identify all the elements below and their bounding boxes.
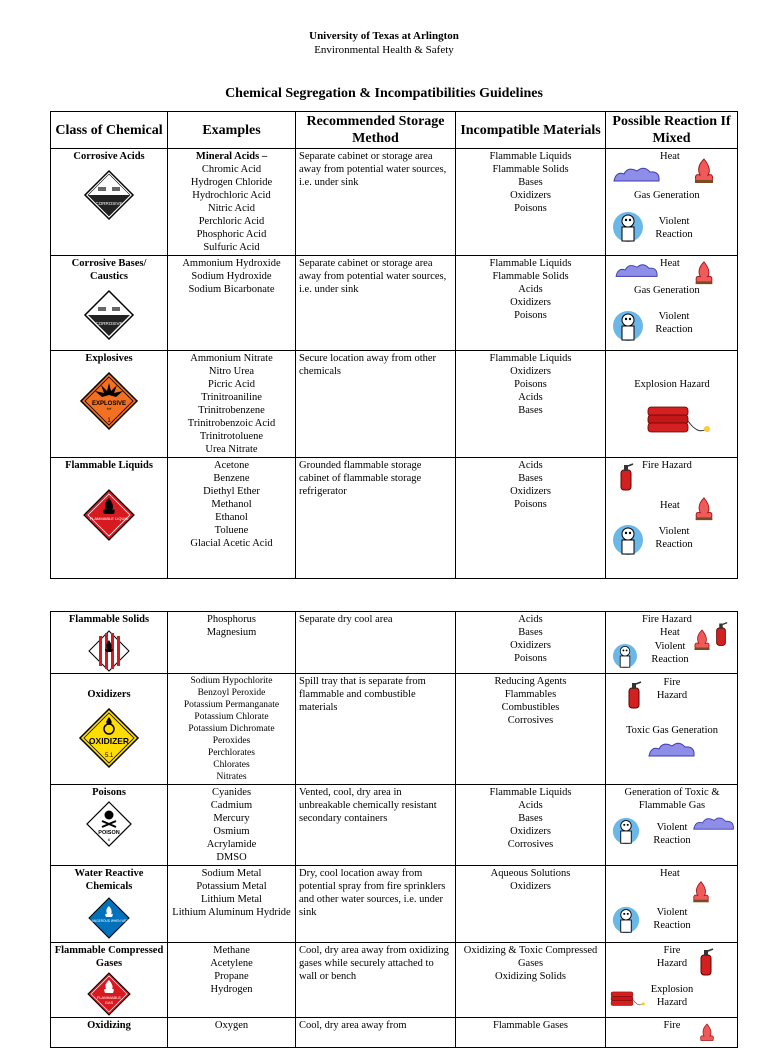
class-name: Oxidizing: [87, 1020, 131, 1031]
svg-text:**: **: [106, 408, 112, 414]
storage-method: Dry, cool location away from potential spray from fire sprinklers and other water sources, i.e. under sink: [296, 866, 456, 943]
svg-text:FLAMMABLE: FLAMMABLE: [96, 995, 122, 1000]
gas-cloud-icon: [612, 260, 662, 280]
example-item: Sodium Hypochlorite: [190, 676, 273, 686]
reaction-violent: Violent Reaction: [655, 526, 693, 550]
incompatible-item: Combustibles: [501, 702, 560, 713]
flammable-solid-placard-icon: [88, 630, 130, 672]
incompatible-item: Oxidizers: [510, 881, 551, 892]
table-row: [51, 458, 738, 579]
fire-extinguisher-icon: [618, 462, 634, 492]
incompatible-item: Acids: [518, 614, 543, 625]
institution-name: University of Texas at Arlington: [309, 30, 459, 42]
incompatible-item: Bases: [518, 405, 543, 416]
svg-text:DANGEROUS WHEN WET: DANGEROUS WHEN WET: [89, 919, 129, 923]
example-item: Hydrochloric Acid: [192, 190, 271, 201]
example-item: Mercury: [213, 813, 250, 824]
example-item: Potassium Chlorate: [194, 712, 269, 722]
class-name: Oxidizers: [87, 689, 131, 700]
reaction-violent: Violent Reaction: [653, 907, 691, 931]
svg-text:EXPLOSIVE: EXPLOSIVE: [91, 401, 127, 407]
incompatible-item: Flammable Liquids: [489, 787, 572, 798]
example-item: Potassium Dichromate: [188, 724, 275, 734]
incompatible-item: Bases: [518, 627, 543, 638]
incompatible-item: Acids: [518, 800, 543, 811]
col-header-storage: Recommended Storage Method: [296, 112, 456, 149]
svg-text:CORROSIVE: CORROSIVE: [95, 201, 123, 206]
example-item: Ammonium Nitrate: [190, 353, 273, 364]
incompatible-item: Bases: [518, 813, 543, 824]
svg-text:OXIDIZER: OXIDIZER: [88, 736, 130, 746]
table-row: [51, 866, 738, 943]
example-item: Glacial Acetic Acid: [190, 538, 273, 549]
gas-cloud-icon: [692, 813, 736, 833]
example-item: Phosphorus: [206, 614, 256, 625]
flammable-liquid-placard-icon: [82, 488, 136, 542]
example-item: Methanol: [211, 499, 252, 510]
class-name: Explosives: [85, 353, 133, 364]
class-name: Corrosive Bases/ Caustics: [71, 258, 147, 282]
incompatible-item: Bases: [518, 473, 543, 484]
example-item: Phosphoric Acid: [196, 229, 267, 240]
corrosive-placard-icon: [83, 169, 135, 221]
class-name: Flammable Solids: [68, 614, 150, 625]
incompatible-item: Poisons: [514, 379, 547, 390]
example-item: Peroxides: [212, 736, 251, 746]
example-item: Trinitrobenzene: [198, 405, 265, 416]
violent-reaction-icon: [612, 640, 638, 672]
example-item: Sulfuric Acid: [203, 242, 260, 253]
violent-reaction-icon: [612, 207, 644, 247]
flame-icon: [692, 260, 716, 286]
gas-cloud-icon: [612, 163, 662, 185]
incompatible-item: Poisons: [514, 203, 547, 214]
example-item: Benzoyl Peroxide: [197, 688, 266, 698]
incompatible-item: Acids: [518, 460, 543, 471]
incompatible-item: Corrosives: [507, 715, 554, 726]
svg-text:5.1: 5.1: [104, 753, 114, 759]
reaction-fire: Fire Hazard: [642, 614, 692, 625]
flame-icon: [692, 496, 716, 522]
class-name: Flammable Compressed Gases: [54, 945, 164, 969]
corrosive-placard-icon: [83, 289, 135, 341]
flame-icon: [692, 628, 712, 652]
table-row: [51, 351, 738, 458]
gas-cloud-icon: [646, 738, 698, 760]
example-item: Urea Nitrate: [205, 444, 258, 455]
class-name: Water Reactive Chemicals: [74, 868, 144, 892]
reaction-fire: Fire Hazard: [642, 460, 692, 471]
flame-icon: [690, 880, 712, 904]
table-row: [51, 1018, 738, 1048]
incompatible-item: Corrosives: [507, 839, 554, 850]
reaction-gas: Gas Generation: [634, 285, 700, 296]
col-header-incompatible: Incompatible Materials: [456, 112, 606, 149]
storage-method: Cool, dry area away from oxidizing gases while securely attached to wall or bench: [296, 943, 456, 1018]
incompatible-item: Aqueous Solutions: [490, 868, 571, 879]
dangerous-when-wet-placard-icon: [88, 897, 130, 939]
incompatible-item: Oxidizers: [510, 826, 551, 837]
incompatible-item: Flammable Liquids: [489, 258, 572, 269]
col-header-examples: Examples: [168, 112, 296, 149]
example-item: Potassium Permanganate: [183, 700, 280, 710]
flammable-gas-placard-icon: [87, 972, 131, 1016]
example-item: Propane: [214, 971, 249, 982]
class-name: Poisons: [92, 787, 126, 798]
example-item: Magnesium: [206, 627, 257, 638]
svg-text:6: 6: [107, 837, 111, 842]
reaction-fire: Fire Hazard: [656, 945, 688, 969]
table-row: [51, 256, 738, 351]
svg-text:GAS: GAS: [104, 1000, 114, 1005]
storage-method: Grounded flammable storage cabinet of flammable storage refrigerator: [296, 458, 456, 579]
example-item: Nitrates: [216, 772, 247, 782]
segregation-table-2: [50, 611, 738, 1048]
example-item: Acrylamide: [206, 839, 257, 850]
dynamite-icon: [646, 401, 712, 439]
example-item: Ethanol: [215, 512, 248, 523]
fire-extinguisher-icon: [714, 620, 728, 648]
explosive-placard-icon: [79, 371, 139, 431]
example-item: Hydrogen: [210, 984, 253, 995]
incompatible-item: Flammables: [504, 689, 557, 700]
svg-text:POISON: POISON: [98, 830, 120, 836]
svg-text:1: 1: [107, 418, 111, 424]
example-item: Diethyl Ether: [203, 486, 260, 497]
example-item: Nitric Acid: [208, 203, 255, 214]
violent-reaction-icon: [612, 520, 644, 560]
reaction-toxic: Generation of Toxic & Flammable Gas: [624, 787, 720, 811]
reaction-violent: Violent Reaction: [651, 641, 689, 665]
example-item: Lithium Aluminum Hydride: [172, 907, 291, 918]
example-item: Perchlorates: [208, 748, 255, 758]
incompatible-item: Oxidizing Solids: [495, 971, 566, 982]
incompatible-item: Oxidizers: [510, 297, 551, 308]
department-name: Environmental Health & Safety: [314, 44, 454, 56]
example-item: DMSO: [216, 852, 247, 863]
violent-reaction-icon: [612, 813, 640, 849]
example-item: Sodium Hydroxide: [191, 271, 272, 282]
reaction-heat: Heat: [660, 151, 680, 162]
reaction-violent: Violent Reaction: [653, 822, 691, 846]
storage-method: Separate dry cool area: [296, 612, 456, 674]
example-item: Perchloric Acid: [198, 216, 265, 227]
incompatible-item: Oxidizers: [510, 486, 551, 497]
example-item: Picric Acid: [208, 379, 255, 390]
col-header-reaction: Possible Reaction If Mixed: [606, 112, 738, 149]
example-item: Chromic Acid: [201, 164, 262, 175]
incompatible-item: Oxidizers: [510, 366, 551, 377]
incompatible-item: Poisons: [514, 499, 547, 510]
svg-text:CORROSIVE: CORROSIVE: [95, 321, 123, 326]
incompatible-item: Bases: [518, 177, 543, 188]
flame-icon: [698, 1022, 716, 1044]
example-item: Cadmium: [210, 800, 253, 811]
class-name: Corrosive Acids: [73, 151, 145, 162]
violent-reaction-icon: [612, 902, 640, 938]
table-row: [51, 785, 738, 866]
class-name: Flammable Liquids: [65, 460, 153, 471]
example-item: Methane: [213, 945, 250, 956]
incompatible-item: Poisons: [514, 653, 547, 664]
fire-extinguisher-icon: [626, 680, 642, 710]
incompatible-item: Flammable Gases: [493, 1020, 568, 1031]
page-title: Chemical Segregation & Incompatibilities Guidelines: [225, 86, 543, 101]
oxidizer-placard-icon: [78, 707, 140, 769]
reaction-violent: Violent Reaction: [655, 216, 693, 240]
col-header-class: Class of Chemical: [51, 112, 168, 149]
example-item: Acetylene: [210, 958, 253, 969]
example-item: Osmium: [213, 826, 250, 837]
incompatible-item: Oxidizers: [510, 640, 551, 651]
example-item: Toluene: [214, 525, 249, 536]
reaction-heat: Heat: [660, 500, 680, 511]
reaction-heat: Heat: [660, 868, 680, 879]
example-item: Ammonium Hydroxide: [182, 258, 281, 269]
reaction-toxic: Toxic Gas Generation: [626, 725, 718, 736]
table-row: [51, 674, 738, 785]
incompatible-item: Acids: [518, 392, 543, 403]
example-item: Hydrogen Chloride: [190, 177, 273, 188]
example-item: Trinitrotoluene: [199, 431, 264, 442]
example-item: Trinitrobenzoic Acid: [187, 418, 276, 429]
example-item: Potassium Metal: [196, 881, 267, 892]
reaction-explosion: Explosion Hazard: [634, 379, 710, 390]
incompatible-item: Flammable Solids: [492, 164, 569, 175]
reaction-explosion: Explosion Hazard: [650, 984, 694, 1008]
example-group-title: Mineral Acids –: [195, 151, 268, 162]
incompatible-item: Flammable Solids: [492, 271, 569, 282]
example-item: Chlorates: [213, 760, 250, 770]
storage-method: Cool, dry area away from: [296, 1018, 456, 1048]
example-item: Nitro Urea: [208, 366, 255, 377]
example-item: Acetone: [214, 460, 249, 471]
storage-method: Spill tray that is separate from flammable and combustible materials: [296, 674, 456, 785]
incompatible-item: Poisons: [514, 310, 547, 321]
example-item: Benzene: [213, 473, 250, 484]
reaction-fire: Fire: [663, 1020, 681, 1031]
segregation-table-1: [50, 111, 738, 579]
example-item: Lithium Metal: [201, 894, 262, 905]
storage-method: Separate cabinet or storage area away from potential water sources, i.e. under sink: [296, 149, 456, 256]
poison-placard-icon: [86, 801, 132, 847]
svg-text:FLAMMABLE LIQUID: FLAMMABLE LIQUID: [89, 516, 129, 521]
reaction-violent: Violent Reaction: [655, 311, 693, 335]
incompatible-item: Flammable Liquids: [489, 151, 572, 162]
reaction-heat: Heat: [660, 627, 680, 638]
incompatible-item: Reducing Agents: [494, 676, 567, 687]
incompatible-item: Oxidizers: [510, 190, 551, 201]
reaction-gas: Gas Generation: [634, 190, 700, 201]
storage-method: Secure location away from other chemicals: [296, 351, 456, 458]
table-row: [51, 149, 738, 256]
example-item: Oxygen: [214, 1020, 249, 1031]
violent-reaction-icon: [612, 306, 644, 346]
storage-method: Separate cabinet or storage area away from potential water sources, i.e. under sink: [296, 256, 456, 351]
incompatible-item: Oxidizing & Toxic Compressed Gases: [463, 945, 598, 969]
flame-icon: [692, 157, 716, 185]
example-item: Cyanides: [211, 787, 252, 798]
example-item: Trinitroaniline: [201, 392, 262, 403]
dynamite-icon: [610, 987, 646, 1011]
example-item: Sodium Bicarbonate: [188, 284, 275, 295]
reaction-fire: Fire Hazard: [656, 677, 688, 701]
example-item: Sodium Metal: [201, 868, 262, 879]
fire-extinguisher-icon: [698, 947, 714, 977]
table-row: [51, 943, 738, 1018]
storage-method: Vented, cool, dry area in unbreakable chemically resistant secondary containers: [296, 785, 456, 866]
incompatible-item: Acids: [518, 284, 543, 295]
reaction-heat: Heat: [660, 258, 680, 269]
incompatible-item: Flammable Liquids: [489, 353, 572, 364]
table-row: [51, 612, 738, 674]
